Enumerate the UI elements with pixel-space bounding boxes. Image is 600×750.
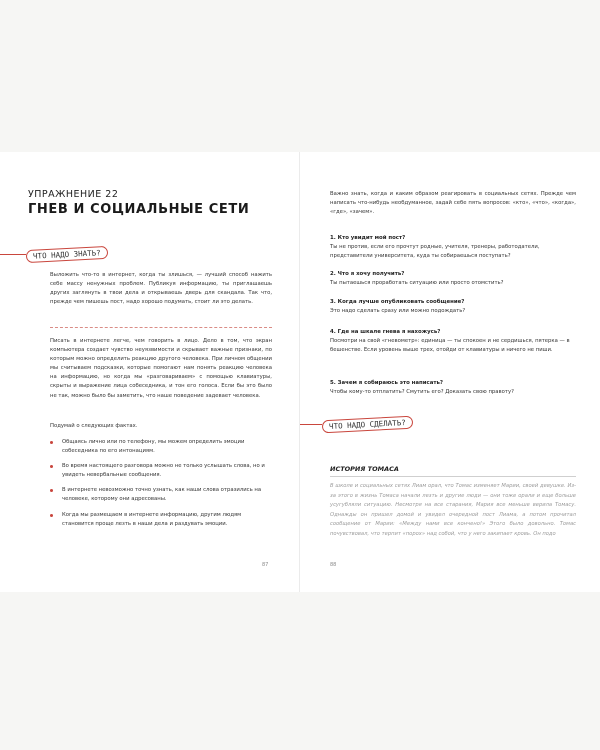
main-paragraph: Писать в интернете легче, чем говорить в лицо. Дело в том, что экран компьютера создает чувство неуязвимости и скрывает важные признаки, по которым можно определить реакцию другого человека. При личном общении мы считываем подсказки, которые помогают нам понять реакцию человека на информацию, но когда мы «разговариваем» с помощью клавиатуры, скрыты и выражение лица собеседника, и тон его голоса. Если бы это было не так, можно было бы заметить, что наше поведение задевает человека.: [50, 338, 272, 399]
right-intro: Важно знать, когда и каким образом реагировать в социальных сетях. Прежде чем написать что-нибудь необдуманное, задай себе пять вопросов: «кто», «что», «когда», «где», «зачем».: [330, 191, 576, 216]
exercise-number: УПРАЖНЕНИЕ 22: [28, 189, 119, 200]
left-page: [0, 152, 300, 592]
do-tag-label: ЧТО НАДО СДЕЛАТЬ?: [322, 416, 413, 434]
bullet-icon: [50, 489, 53, 492]
tag-rule: [300, 424, 322, 425]
question-2: 2. Что я хочу получить? Ты пытаешься проработать ситуацию или просто отомстить?: [330, 271, 504, 286]
page-number: 88: [330, 562, 337, 568]
story-text: В школе и социальных сетях Лиам орал, что Томас изменяет Марии, своей девушке. Из-за этого в жизнь Томаса начали лезть и другие люди — они тоже орали и еще больше усугубляли ситуацию. Несмотря на все старания, Мария все меньше верила Томасу. Однажды он пришел домой и увидел очередной пост Лиама, а потом прочитал сообщение от Марии: «Между нами все кончено!» Этого было довольно. Томас почувствовал, что терпит «порох» над собой, что у него закипает кровь. Он подо: [330, 483, 576, 537]
exercise-title: ГНЕВ И СОЦИАЛЬНЫЕ СЕТИ: [28, 202, 250, 217]
facts-intro: Подумай о следующих фактах.: [50, 423, 138, 429]
list-item: Общаясь лично или по телефону, мы можем определить эмоции собеседника по его интонациям.: [50, 438, 272, 456]
tag-rule: [0, 254, 26, 255]
question-4: 4. Где на шкале гнева я нахожусь? Посмотри на свой «гневометр»: единица — ты спокоен и не сердишься, пятерка — в бешенстве. Если уровень выше трех, отойди от клавиатуры и ничего не пиши.: [330, 329, 570, 353]
know-tag: [0, 248, 108, 261]
bullet-icon: [50, 514, 53, 517]
question-5: 5. Зачем я собираюсь это написать? Чтобы кому-то отплатить? Смутить его? Доказать свою правоту?: [330, 380, 514, 395]
page-number: 87: [262, 562, 269, 568]
know-tag-label: ЧТО НАДО ЗНАТЬ?: [26, 246, 108, 263]
question-3: 3. Когда лучше опубликовать сообщение? Это надо сделать сразу или можно подождать?: [330, 299, 466, 314]
do-tag: [300, 418, 413, 431]
question-1: 1. Кто увидит мой пост? Ты не против, если его прочтут родные, учителя, тренеры, работодатели, представители университета, куда ты собираешься поступать?: [330, 235, 540, 259]
story-title: ИСТОРИЯ ТОМАСА: [330, 465, 399, 473]
list-item: Когда мы размещаем в интернете информацию, другим людям становится проще лезть в наши дела и раздувать эмоции.: [50, 511, 272, 529]
facts-list: [50, 438, 272, 535]
right-page: [300, 152, 600, 592]
story-divider: [330, 476, 576, 477]
bullet-icon: [50, 465, 53, 468]
intro-paragraph: Выложить что-то в интернет, когда ты злишься, — лучший способ нажить себе массу ненужных проблем. Публикуя информацию, ты приглашаешь других заглянуть в твои дела и открываешь дверь для скандала. Так что, прежде чем пишешь пост, надо хорошо подумать, стоит ли это делать.: [50, 272, 272, 306]
dashed-divider: [50, 327, 272, 328]
bullet-icon: [50, 441, 53, 444]
list-item: В интернете невозможно точно узнать, как наши слова отразились на человеке, которому они адресованы.: [50, 486, 272, 504]
list-item: Во время настоящего разговора можно не только услышать слова, но и увидеть невербальные сообщения.: [50, 462, 272, 480]
